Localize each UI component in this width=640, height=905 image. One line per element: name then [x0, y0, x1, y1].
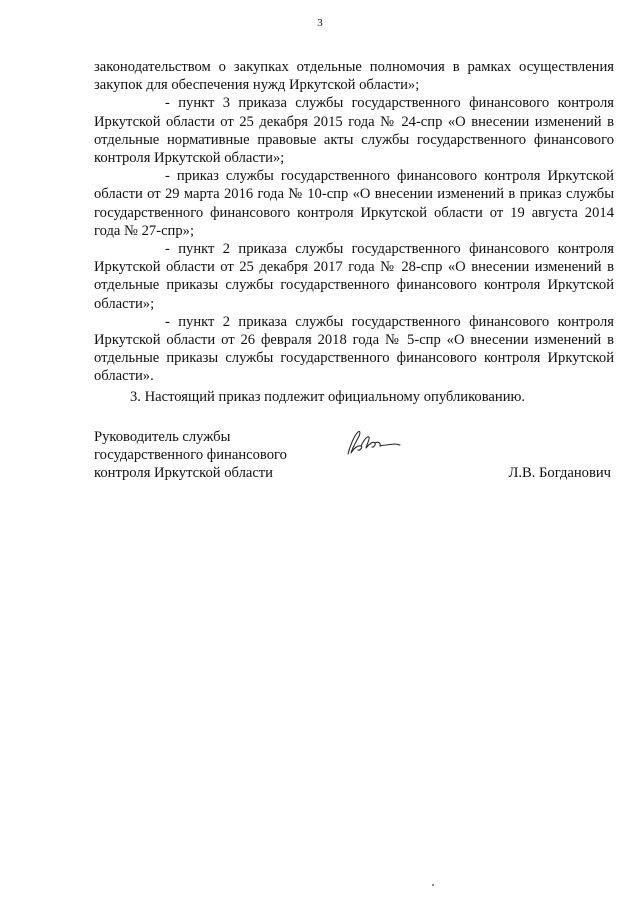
paragraph-list-item: - пункт 2 приказа службы государственного финансового контроля Иркутской области от 26 февраля 2018 года № 5-спр «О внесении изменений в отдельные приказы службы государственного финансового контроля Иркутской области».	[94, 313, 614, 385]
signatory-title-line: контроля Иркутской области	[94, 465, 273, 482]
handwritten-signature	[342, 428, 402, 458]
signatory-title-line: Руководитель службы	[94, 429, 231, 445]
document-body	[94, 58, 614, 406]
scan-speck	[432, 884, 434, 886]
paragraph-item-3: 3. Настоящий приказ подлежит официальному опубликованию.	[130, 388, 526, 405]
signature-block	[94, 428, 614, 483]
paragraph-list-item: - приказ службы государственного финансового контроля Иркутской области от 29 марта 2016 года № 10-спр «О внесении изменений в приказ службы государственного финансового контроля Иркутской области от 19 августа 2014 года № 27-спр»;	[94, 168, 614, 239]
page-number: 3	[317, 17, 323, 29]
paragraph-list-item: - пункт 3 приказа службы государственного финансового контроля Иркутской области от 25 декабря 2015 года № 24-спр «О внесении изменений в отдельные нормативные правовые акты службы государственного финансового контроля Иркутской области»;	[94, 95, 614, 167]
signatory-name: Л.В. Богданович	[508, 465, 611, 481]
paragraph-list-item: - пункт 2 приказа службы государственного финансового контроля Иркутской области от 25 декабря 2017 года № 28-спр «О внесении изменений в отдельные приказы службы государственного финансового контроля Иркутской области»;	[94, 241, 614, 312]
paragraph-continuation: законодательством о закупках отдельные полномочия в рамках осуществления закупок для обеспечения нужд Иркутской области»;	[94, 59, 614, 94]
signatory-title-line: государственного финансового	[94, 447, 287, 464]
